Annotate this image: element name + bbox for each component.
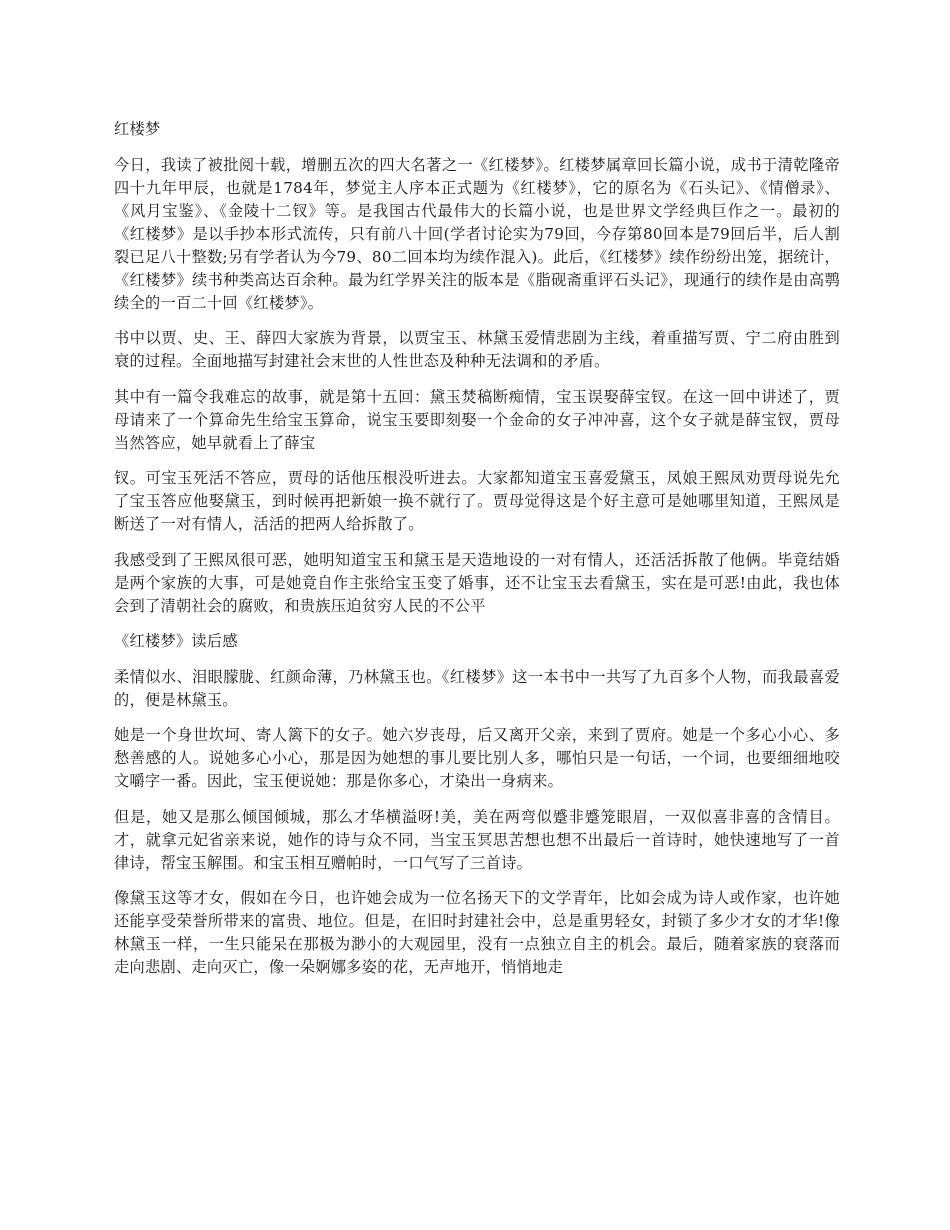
- section-title: 《红楼梦》读后感: [114, 632, 238, 650]
- document-title: 红楼梦: [114, 120, 161, 138]
- paragraph-2: 书中以贾、史、王、薛四大家族为背景，以贾宝玉、林黛玉爱情悲剧为主线，着重描写贾、宁二府由胜到衰的过程。全面地描写封建社会末世的人性世态及种种无法调和的矛盾。: [114, 329, 840, 370]
- paragraph-5: 我感受到了王熙凤很可恶，她明知道宝玉和黛玉是天造地设的一对有情人，还活活拆散了他俩。毕竟结婚是两个家族的大事，可是她竟自作主张给宝玉变了婚事，还不让宝玉去看黛玉，实在是可恶!由此，我也体会到了清朝社会的腐败，和贵族压迫贫穷人民的不公平: [114, 550, 840, 615]
- section-paragraph-2: 她是一个身世坎坷、寄人篱下的女子。她六岁丧母，后又离开父亲，来到了贾府。她是一个多心小心、多愁善感的人。说她多心小心，那是因为她想的事儿要比别人多，哪怕只是一句话，一个词，也要细细地咬文嚼字一番。因此，宝玉便说她：那是你多心，才染出一身病来。: [114, 726, 840, 790]
- section-paragraph-3: 但是，她又是那么倾国倾城，那么才华横溢呀!美，美在两弯似蹙非蹙笼眼眉，一双似喜非喜的含情目。才，就拿元妃省亲来说，她作的诗与众不同，当宝玉冥思苦想也想不出最后一首诗时，她快速地写了一首律诗，帮宝玉解围。和宝玉相互赠帕时，一口气写了三首诗。: [114, 807, 840, 872]
- document-page: [114, 118, 840, 992]
- paragraph-4: 钗。可宝玉死活不答应，贾母的话他压根没听进去。大家都知道宝玉喜爱黛玉，凤娘王熙凤劝贾母说先允了宝玉答应他娶黛玉，到时候再把新娘一换不就行了。贾母觉得这是个好主意可是她哪里知道，王熙凤是断送了一对有情人，活活的把两人给拆散了。: [114, 469, 840, 533]
- paragraph-3: 其中有一篇令我难忘的故事，就是第十五回：黛玉焚稿断痴情，宝玉误娶薛宝钗。在这一回中讲述了，贾母请来了一个算命先生给宝玉算命，说宝玉要即刻娶一个金命的女子冲冲喜，这个女子就是薛宝钗，贾母当然答应，她早就看上了薛宝: [114, 387, 840, 452]
- section-paragraph-4: 像黛玉这等才女，假如在今日，也许她会成为一位名扬天下的文学青年，比如会成为诗人或作家，也许她还能享受荣誉所带来的富贵、地位。但是，在旧时封建社会中，总是重男轻女，封锁了多少才女的才华!像林黛玉一样，一生只能呆在那极为渺小的大观园里，没有一点独立自主的机会。最后，随着家族的衰落而走向悲剧、走向灭亡，像一朵婀娜多姿的花，无声地开，悄悄地走: [114, 889, 840, 976]
- section-paragraph-1: 柔情似水、泪眼朦胧、红颜命薄，乃林黛玉也。《红楼梦》这一本书中一共写了九百多个人物，而我最喜爱的，便是林黛玉。: [114, 667, 840, 709]
- paragraph-1: 今日，我读了被批阅十载，增删五次的四大名著之一《红楼梦》。红楼梦属章回长篇小说，成书于清乾隆帝四十九年甲辰，也就是1784年，梦觉主人序本正式题为《红楼梦》，它的原名为《石头记》、《情僧录》、《风月宝鉴》、《金陵十二钗》等。是我国古代最伟大的长篇小说，也是世界文学经典巨作之一。最初的《红楼梦》是以手抄本形式流传，只有前八十回(学者讨论实为79回，今存第80回本是79回后半，后人割裂已足八十整数;另有学者认为今79、80二回本均为续作混入)。此后，《红楼梦》续作纷纷出笼，据统计，《红楼梦》续书种类高达百余种。最为红学界关注的版本是《脂砚斋重评石头记》，现通行的续作是由高鹗续全的一百二十回《红楼梦》。: [114, 155, 840, 312]
